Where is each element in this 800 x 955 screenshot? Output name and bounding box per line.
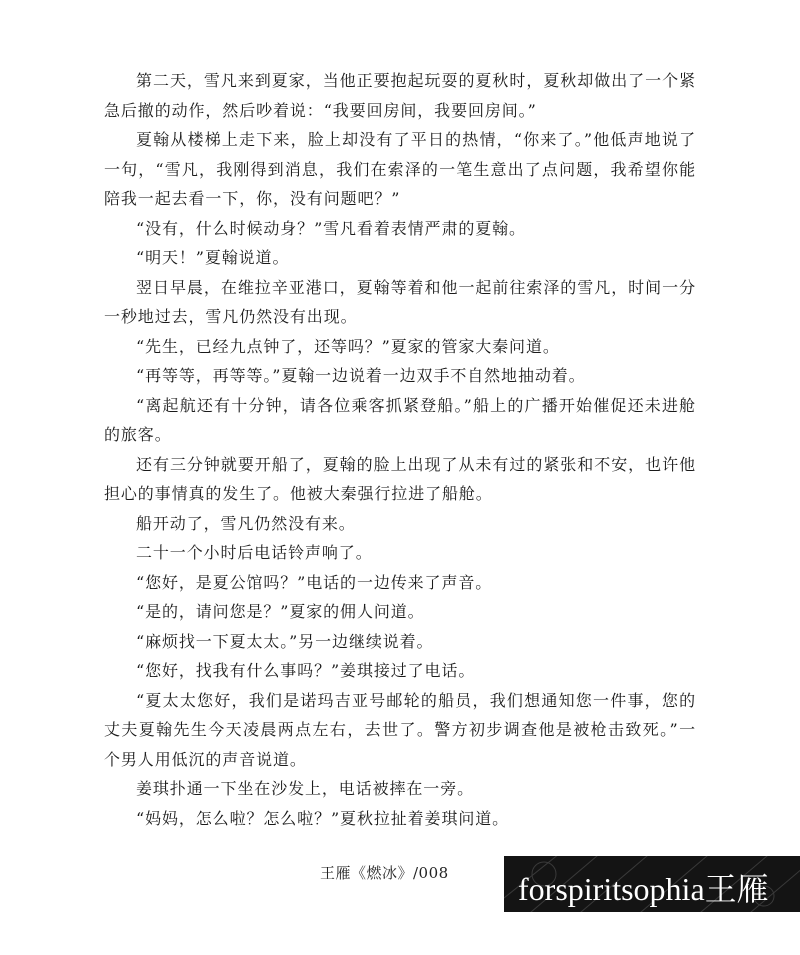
paragraph: “您好，找我有什么事吗？”姜琪接过了电话。 (136, 661, 476, 680)
paragraph: “离起航还有十分钟，请各位乘客抓紧登船。”船上的广播开始催促还未进舱的旅客。 (104, 395, 696, 444)
paragraph: 船开动了，雪凡仍然没有来。 (136, 513, 356, 533)
paragraph: “先生，已经九点钟了，还等吗？”夏家的管家大秦问道。 (136, 336, 560, 356)
watermark-banner (504, 856, 800, 912)
watermark-label: forspiritsophia王雁 (518, 871, 769, 907)
paragraph: 姜琪扑通一下坐在沙发上，电话被摔在一旁。 (136, 779, 475, 798)
paragraph: “再等等，再等等。”夏翰一边说着一边双手不自然地抽动着。 (136, 366, 586, 385)
paragraph: “没有，什么时候动身？”雪凡看着表情严肃的夏翰。 (136, 218, 526, 238)
paragraph: “妈妈，怎么啦？怎么啦？”夏秋拉扯着姜琪问道。 (136, 808, 510, 828)
paragraph: 翌日早晨，在维拉辛亚港口，夏翰等着和他一起前往索泽的雪凡，时间一分一秒地过去，雪凡仍然没有出现。 (104, 277, 696, 326)
paragraph: “您好，是夏公馆吗？”电话的一边传来了声音。 (136, 572, 493, 592)
page-footer: 王雁《燃冰》/008 (320, 864, 449, 882)
paragraph: “麻烦找一下夏太太。”另一边继续说着。 (136, 631, 434, 651)
paragraph: 二十一个小时后电话铃声响了。 (136, 543, 373, 562)
page-body (104, 66, 696, 833)
paragraph: “明天！”夏翰说道。 (136, 248, 290, 267)
paragraph: 夏翰从楼梯上走下来，脸上却没有了平日的热情，“你来了。”他低声地说了一句，“雪凡，我刚得到消息，我们在索泽的一笔生意出了点问题，我希望你能陪我一起去看一下，你，没有问题吧？” (104, 130, 696, 208)
paragraph: 还有三分钟就要开船了，夏翰的脸上出现了从未有过的紧张和不安，也许他担心的事情真的发生了。他被大秦强行拉进了船舱。 (104, 454, 696, 503)
paragraph: “夏太太您好，我们是诺玛吉亚号邮轮的船员，我们想通知您一件事，您的丈夫夏翰先生今天凌晨两点左右，去世了。警方初步调查他是被枪击致死。”一个男人用低沉的声音说道。 (104, 690, 696, 769)
paragraph: “是的，请问您是？”夏家的佣人问道。 (136, 602, 425, 621)
paragraph: 第二天，雪凡来到夏家，当他正要抱起玩耍的夏秋时，夏秋却做出了一个紧急后撤的动作，然后吵着说：“我要回房间，我要回房间。” (104, 71, 696, 120)
